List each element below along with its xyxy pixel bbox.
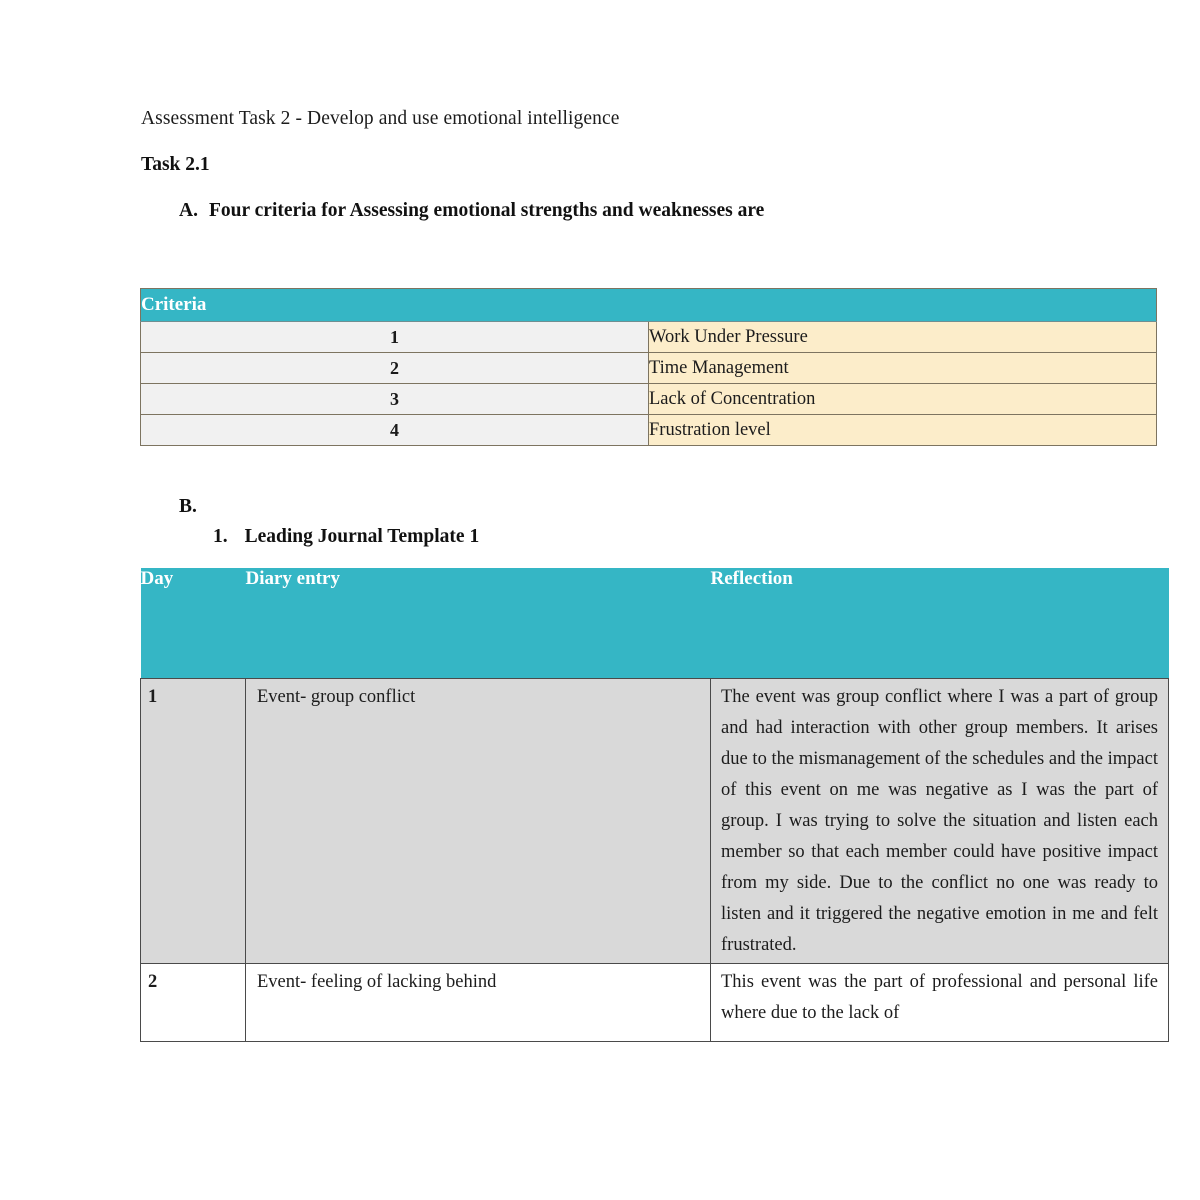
section-b-marker: B. (179, 496, 197, 517)
journal-reflection: This event was the part of professional and personal life where due to the lack of (711, 964, 1169, 1042)
journal-day: 2 (141, 964, 246, 1042)
journal-reflection: The event was group conflict where I was a part of group and had interaction with other group members. It arises due to the mismanagement of the schedules and the impact of this event on me was negative as I was the part of group. I was trying to solve the situation and listen each member so that each member could have positive impact from my side. Due to the conflict no one was ready to listen and it triggered the negative emotion in me and felt frustrated. (711, 679, 1169, 964)
section-a-marker: A. (179, 200, 198, 221)
criteria-header-cell: Criteria (141, 289, 1157, 322)
journal-diary-entry: Event- group conflict (246, 679, 711, 964)
criteria-row-value: Frustration level (649, 415, 1157, 446)
section-a-heading-text: Four criteria for Assessing emotional strengths and weaknesses are (208, 200, 765, 221)
criteria-row-value: Work Under Pressure (649, 322, 1157, 353)
document-title: Assessment Task 2 - Develop and use emotional intelligence (141, 108, 620, 129)
table-row (141, 353, 1157, 384)
journal-day: 1 (141, 679, 246, 964)
journal-header-row (141, 568, 1169, 679)
table-row (141, 415, 1157, 446)
criteria-row-value: Time Management (649, 353, 1157, 384)
criteria-row-value: Lack of Concentration (649, 384, 1157, 415)
section-b-subitem-heading (213, 526, 479, 548)
column-header-reflection: Reflection (711, 568, 1169, 679)
table-row (141, 384, 1157, 415)
journal-diary-entry: Event- feeling of lacking behind (246, 964, 711, 1042)
task-label: Task 2.1 (141, 154, 210, 175)
section-a-heading (179, 200, 764, 222)
criteria-header-row (141, 289, 1157, 322)
section-b-subitem-marker: 1. (213, 526, 228, 547)
journal-template-table (140, 568, 1169, 1042)
table-row (141, 964, 1169, 1042)
column-header-diary-entry: Diary entry (246, 568, 711, 679)
criteria-row-number: 2 (141, 353, 649, 384)
criteria-row-number: 4 (141, 415, 649, 446)
criteria-row-number: 3 (141, 384, 649, 415)
section-b-subitem-text: Leading Journal Template 1 (244, 526, 480, 547)
table-row (141, 679, 1169, 964)
criteria-row-number: 1 (141, 322, 649, 353)
criteria-table (140, 288, 1157, 446)
column-header-day: Day (141, 568, 246, 679)
table-row (141, 322, 1157, 353)
